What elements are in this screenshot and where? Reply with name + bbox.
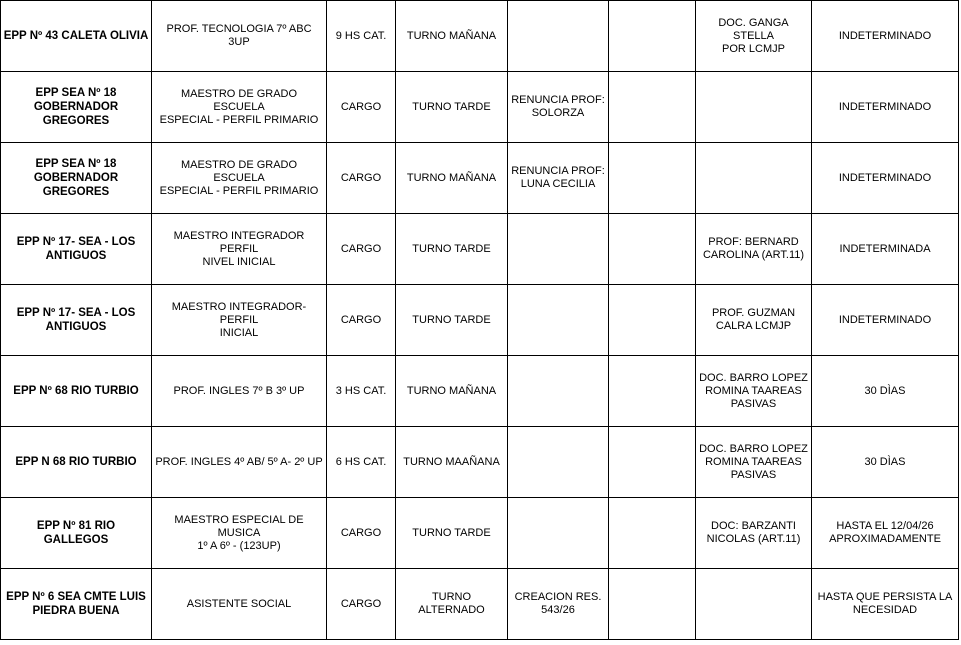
shift-cell: TURNO MAAÑANA — [396, 427, 508, 498]
reason-cell — [508, 498, 609, 569]
shift-cell: TURNO TARDE — [396, 498, 508, 569]
table-row — [1, 214, 959, 285]
position-cell: ASISTENTE SOCIAL — [152, 569, 327, 640]
duration-cell: INDETERMINADO — [812, 1, 959, 72]
reason-cell — [508, 356, 609, 427]
hours-cell: 3 HS CAT. — [327, 356, 396, 427]
duration-cell: INDETERMINADA — [812, 214, 959, 285]
extra-cell — [609, 285, 696, 356]
reason-cell: RENUNCIA PROF: LUNA CECILIA — [508, 143, 609, 214]
extra-cell — [609, 214, 696, 285]
extra-cell — [609, 498, 696, 569]
table-row — [1, 1, 959, 72]
shift-cell: TURNO MAÑANA — [396, 356, 508, 427]
holder-cell: DOC. GANGA STELLA POR LCMJP — [696, 1, 812, 72]
hours-cell: 6 HS CAT. — [327, 427, 396, 498]
school-cell: EPP SEA Nº 18 GOBERNADOR GREGORES — [1, 72, 152, 143]
hours-cell: CARGO — [327, 569, 396, 640]
extra-cell — [609, 143, 696, 214]
table-row — [1, 143, 959, 214]
duration-cell: 30 DÌAS — [812, 356, 959, 427]
holder-cell: PROF: BERNARD CAROLINA (ART.11) — [696, 214, 812, 285]
position-cell: PROF. TECNOLOGIA 7º ABC 3UP — [152, 1, 327, 72]
hours-cell: CARGO — [327, 143, 396, 214]
hours-cell: CARGO — [327, 498, 396, 569]
extra-cell — [609, 427, 696, 498]
hours-cell: CARGO — [327, 214, 396, 285]
position-cell: PROF. INGLES 7º B 3º UP — [152, 356, 327, 427]
shift-cell: TURNO TARDE — [396, 285, 508, 356]
school-cell: EPP Nº 6 SEA CMTE LUIS PIEDRA BUENA — [1, 569, 152, 640]
school-cell: EPP SEA Nº 18 GOBERNADOR GREGORES — [1, 143, 152, 214]
holder-cell: DOC. BARRO LOPEZ ROMINA TAAREAS PASIVAS — [696, 427, 812, 498]
position-cell: MAESTRO INTEGRADOR- PERFIL INICIAL — [152, 285, 327, 356]
shift-cell: TURNO TARDE — [396, 214, 508, 285]
school-cell: EPP N 68 RIO TURBIO — [1, 427, 152, 498]
position-cell: MAESTRO INTEGRADOR PERFIL NIVEL INICIAL — [152, 214, 327, 285]
table-body — [1, 1, 959, 640]
holder-cell: DOC: BARZANTI NICOLAS (ART.11) — [696, 498, 812, 569]
duration-cell: HASTA QUE PERSISTA LA NECESIDAD — [812, 569, 959, 640]
shift-cell: TURNO MAÑANA — [396, 143, 508, 214]
table-row — [1, 72, 959, 143]
school-cell: EPP Nº 43 CALETA OLIVIA — [1, 1, 152, 72]
reason-cell — [508, 1, 609, 72]
extra-cell — [609, 356, 696, 427]
holder-cell — [696, 569, 812, 640]
reason-cell — [508, 427, 609, 498]
extra-cell — [609, 569, 696, 640]
hours-cell: CARGO — [327, 72, 396, 143]
table-row — [1, 427, 959, 498]
reason-cell — [508, 285, 609, 356]
duration-cell: 30 DÌAS — [812, 427, 959, 498]
shift-cell: TURNO TARDE — [396, 72, 508, 143]
shift-cell: TURNO ALTERNADO — [396, 569, 508, 640]
position-cell: MAESTRO DE GRADO ESCUELA ESPECIAL - PERFIL PRIMARIO — [152, 72, 327, 143]
shift-cell: TURNO MAÑANA — [396, 1, 508, 72]
table-row — [1, 356, 959, 427]
position-cell: MAESTRO DE GRADO ESCUELA ESPECIAL - PERFIL PRIMARIO — [152, 143, 327, 214]
school-cell: EPP Nº 17- SEA - LOS ANTIGUOS — [1, 285, 152, 356]
table-row — [1, 285, 959, 356]
duration-cell: HASTA EL 12/04/26 APROXIMADAMENTE — [812, 498, 959, 569]
extra-cell — [609, 1, 696, 72]
hours-cell: CARGO — [327, 285, 396, 356]
table-row — [1, 498, 959, 569]
hours-cell: 9 HS CAT. — [327, 1, 396, 72]
extra-cell — [609, 72, 696, 143]
reason-cell: CREACION RES. 543/26 — [508, 569, 609, 640]
reason-cell — [508, 214, 609, 285]
duration-cell: INDETERMINADO — [812, 72, 959, 143]
school-cell: EPP Nº 81 RIO GALLEGOS — [1, 498, 152, 569]
table-row — [1, 569, 959, 640]
holder-cell: DOC. BARRO LOPEZ ROMINA TAAREAS PASIVAS — [696, 356, 812, 427]
school-cell: EPP Nº 17- SEA - LOS ANTIGUOS — [1, 214, 152, 285]
school-cell: EPP Nº 68 RIO TURBIO — [1, 356, 152, 427]
position-cell: PROF. INGLES 4º AB/ 5º A- 2º UP — [152, 427, 327, 498]
duration-cell: INDETERMINADO — [812, 285, 959, 356]
duration-cell: INDETERMINADO — [812, 143, 959, 214]
position-cell: MAESTRO ESPECIAL DE MUSICA 1º A 6º - (123UP) — [152, 498, 327, 569]
reason-cell: RENUNCIA PROF: SOLORZA — [508, 72, 609, 143]
holder-cell: PROF. GUZMAN CALRA LCMJP — [696, 285, 812, 356]
holder-cell — [696, 72, 812, 143]
holder-cell — [696, 143, 812, 214]
